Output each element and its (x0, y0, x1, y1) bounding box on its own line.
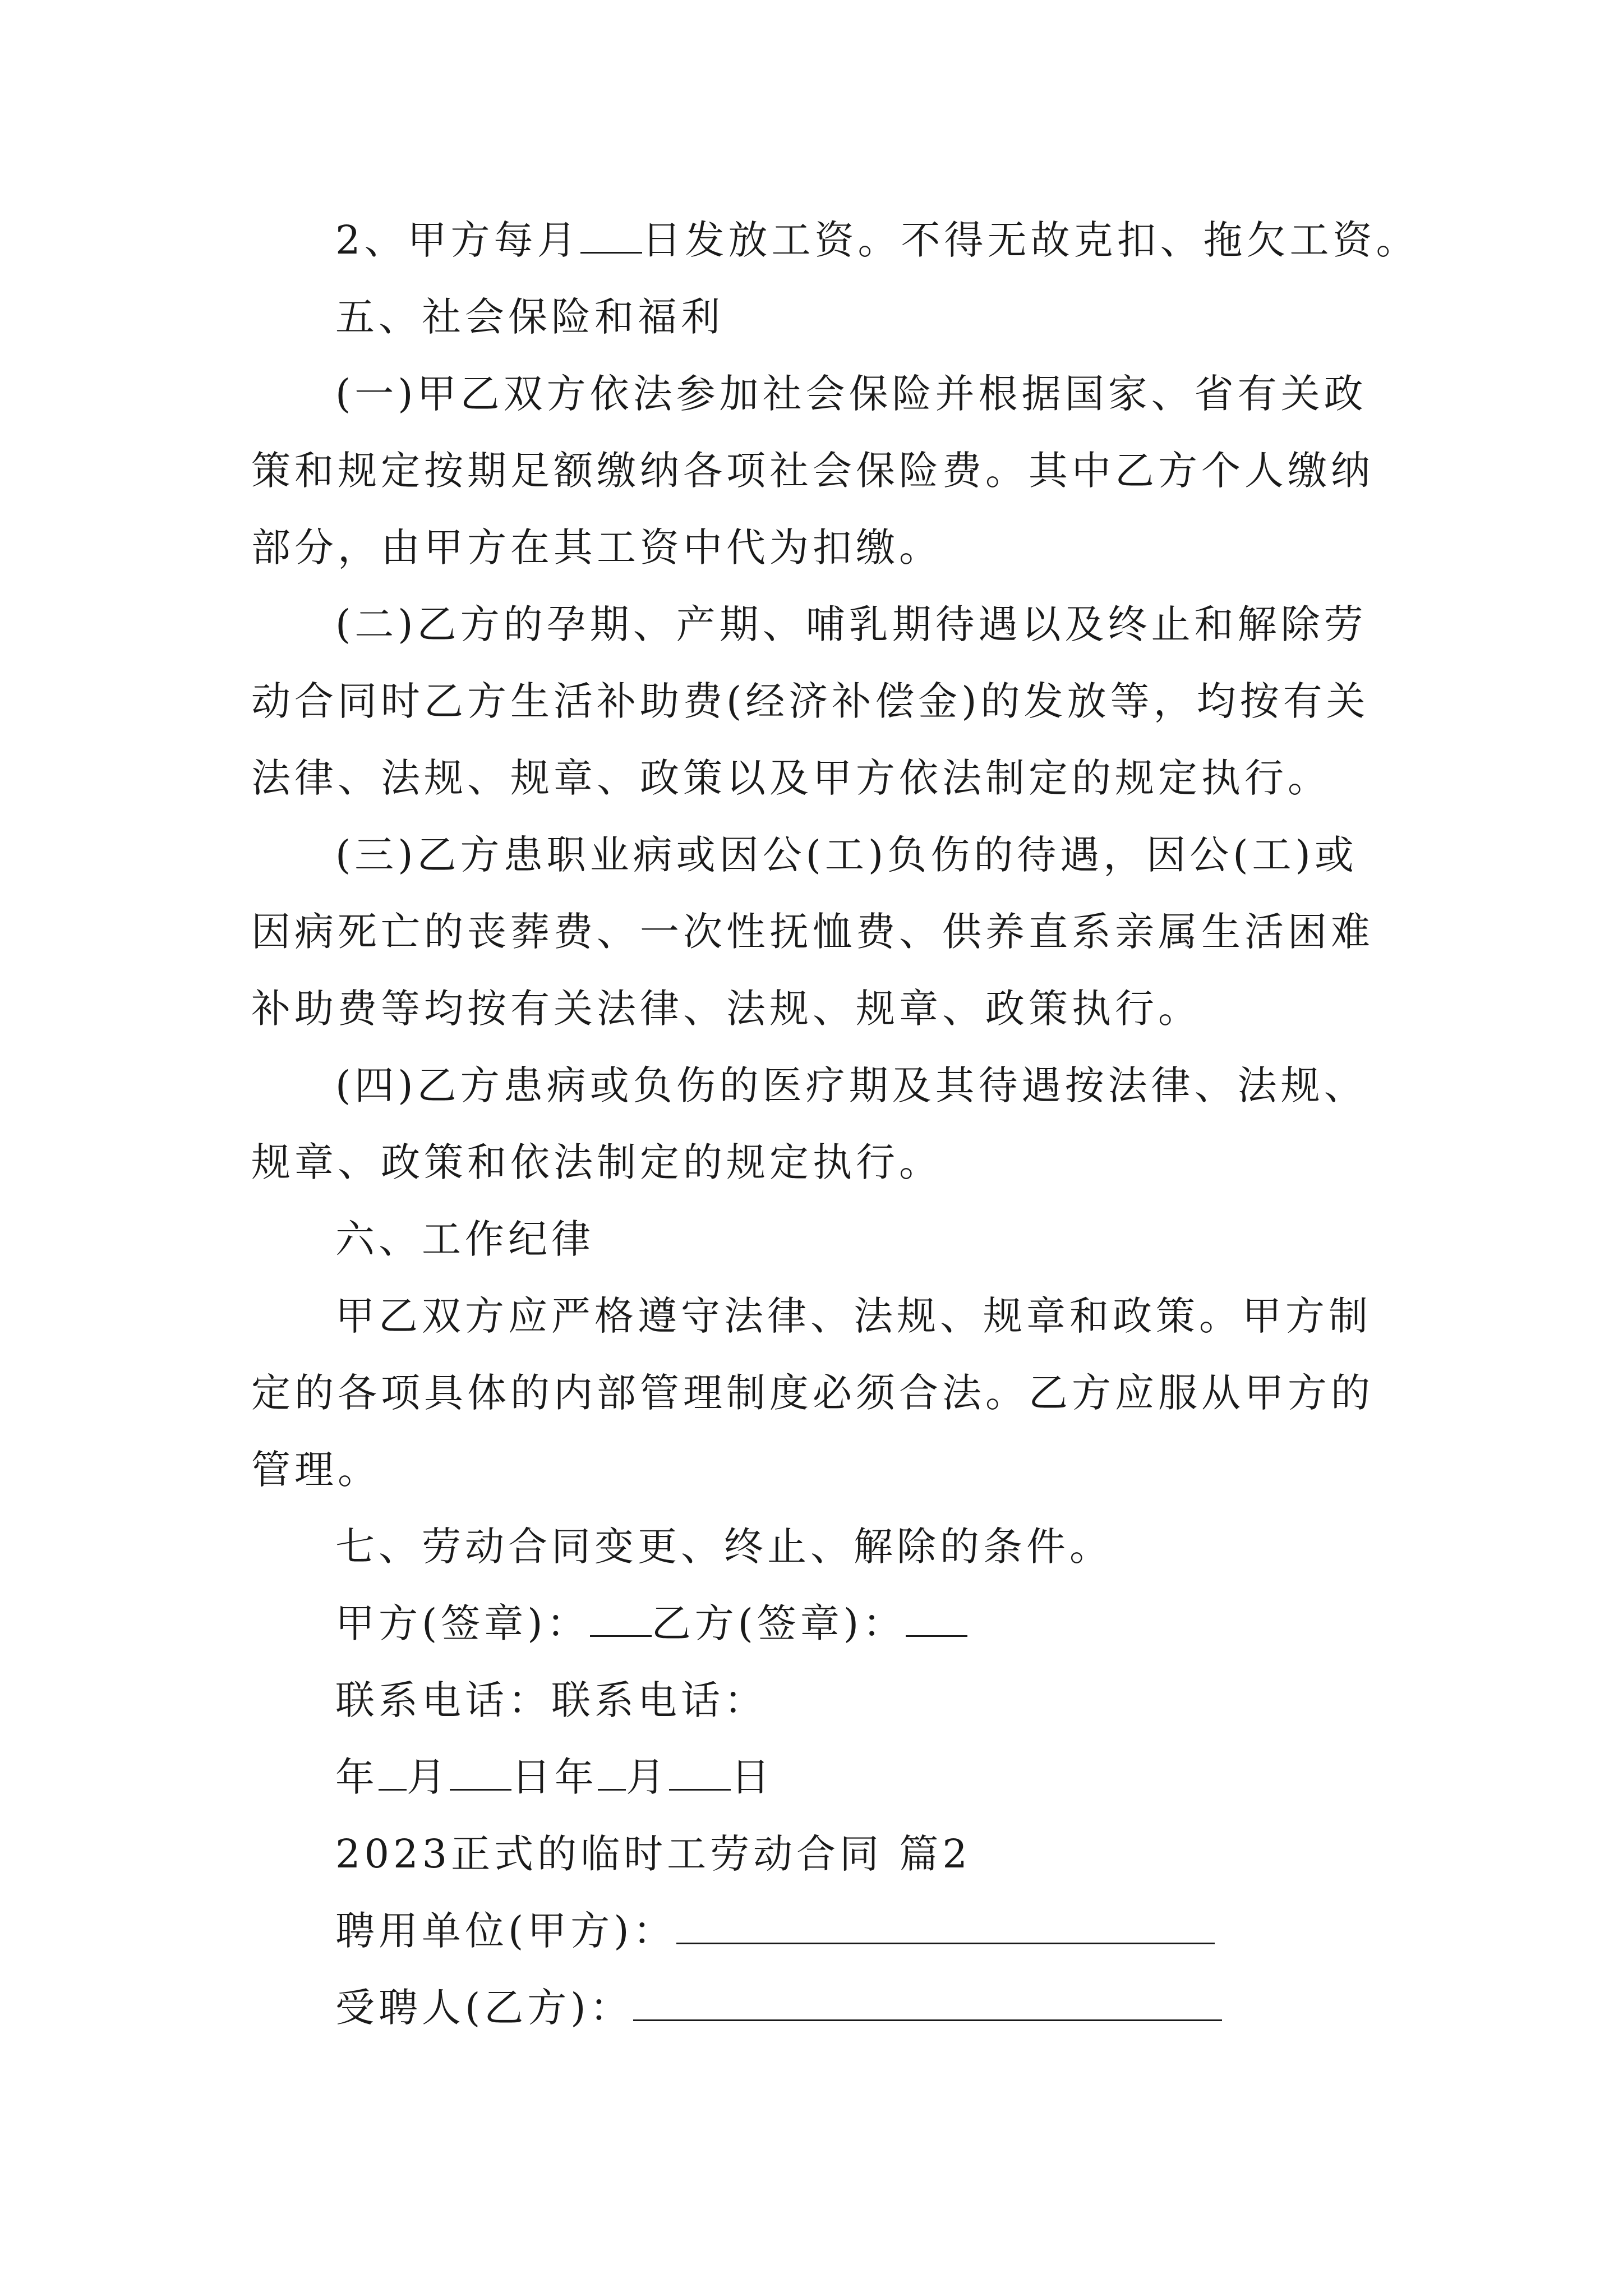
document-page (251, 202, 1419, 2046)
maternity-clause-line-2: 动合同时乙方生活补助费(经济补偿金)的发放等，均按有关 (251, 678, 1370, 724)
date-year-a: 年 (335, 1754, 379, 1800)
day-blank-b (669, 1755, 731, 1791)
month-blank-b (598, 1755, 626, 1791)
party-b-signature-blank (906, 1602, 967, 1637)
employee-line (251, 1970, 1401, 2046)
salary-clause-text-start: 2、甲方每月 (335, 217, 580, 263)
injury-clause-line-3: 补助费等均按有关法律、法规、规章、政策执行。 (251, 986, 1201, 1032)
medical-clause-line-1: (四)乙方患病或负伤的医疗期及其待遇按法律、法规、 (335, 1062, 1367, 1108)
medical-clause-line-2: 规章、政策和依法制定的规定执行。 (251, 1139, 942, 1185)
injury-clause-line-2: 因病死亡的丧葬费、一次性抚恤费、供养直系亲属生活困难 (251, 909, 1374, 955)
insurance-clause-line-1: (一)甲乙双方依法参加社会保险并根据国家、省有关政 (335, 371, 1367, 417)
party-a-signature-label: 甲方(签章)： (335, 1600, 590, 1646)
maternity-clause-line-1: (二)乙方的孕期、产期、哺乳期待遇以及终止和解除劳 (335, 601, 1367, 647)
employer-line (251, 1893, 1401, 1970)
party-b-signature-label: 乙方(签章)： (651, 1600, 906, 1646)
contract-title-part-2: 2023正式的临时工劳动合同 篇2 (335, 1831, 971, 1877)
discipline-clause-line-2: 定的各项具体的内部管理制度必须合法。乙方应服从甲方的 (251, 1370, 1374, 1416)
party-a-signature-blank (590, 1602, 652, 1637)
section-heading-discipline: 六、工作纪律 (335, 1216, 594, 1262)
salary-clause-text-end: 日发放工资。不得无故克扣、拖欠工资。 (642, 217, 1419, 263)
employee-blank (633, 1986, 1222, 2021)
date-month-b: 月 (626, 1754, 669, 1800)
contact-phone-line: 联系电话：联系电话： (335, 1677, 767, 1723)
maternity-clause-line-3: 法律、法规、规章、政策以及甲方依法制定的规定执行。 (251, 755, 1331, 801)
date-month-a: 月 (407, 1754, 450, 1800)
employer-label: 聘用单位(甲方)： (335, 1908, 676, 1954)
employer-blank (676, 1909, 1215, 1944)
month-blank-a (379, 1755, 407, 1791)
discipline-clause-line-3: 管理。 (251, 1447, 381, 1493)
discipline-clause-line-1: 甲乙双方应严格遵守法律、法规、规章和政策。甲方制 (335, 1293, 1372, 1339)
insurance-clause-line-3: 部分，由甲方在其工资中代为扣缴。 (251, 524, 942, 570)
section-heading-termination: 七、劳动合同变更、终止、解除的条件。 (335, 1524, 1113, 1570)
date-day-b: 日 (731, 1754, 774, 1800)
salary-payment-clause (251, 202, 1419, 279)
signature-line (251, 1585, 1401, 1662)
pay-day-blank (580, 218, 642, 254)
date-line (251, 1739, 1401, 1816)
insurance-clause-line-2: 策和规定按期足额缴纳各项社会保险费。其中乙方个人缴纳 (251, 448, 1374, 494)
date-day-year: 日年 (511, 1754, 598, 1800)
employee-label: 受聘人(乙方)： (335, 1985, 633, 2031)
injury-clause-line-1: (三)乙方患职业病或因公(工)负伤的待遇，因公(工)或 (335, 832, 1358, 878)
day-blank-a (450, 1755, 511, 1791)
section-heading-social-insurance: 五、社会保险和福利 (335, 294, 724, 340)
